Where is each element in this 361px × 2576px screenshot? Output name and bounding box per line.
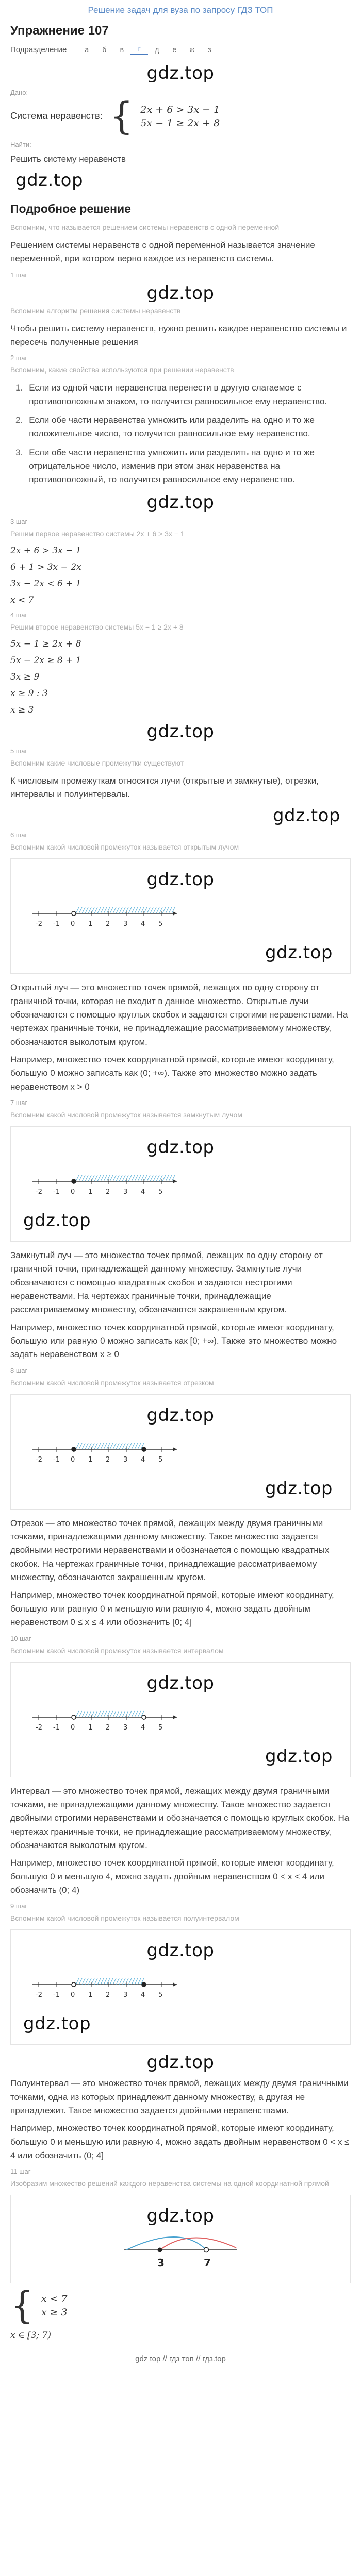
step-text: Замкнутый луч — это множество точек прямой, лежащих по одну сторону от граничной точки, принадлежащей данному множеству. Замкнутые лучи обозначаются с помощью квадратных скобок и задаются нестрогими неравенствами. На чертежах граничные точки, принадлежащие рассматриваемому множеству, обозначаются закрашенным кругом. — [10, 1250, 323, 1315]
tick-label: 3 — [123, 1723, 128, 1732]
hatch-mark — [76, 1711, 79, 1717]
hatch-mark — [141, 907, 144, 913]
point-open — [72, 911, 76, 916]
hatch-mark — [82, 1175, 85, 1181]
tick-label: 5 — [158, 1188, 163, 1196]
point-filled — [72, 1447, 76, 1451]
number-line-interval — [28, 1697, 183, 1743]
step-text: Отрезок — это множество точек прямой, лежащих между двумя граничными точками, принадлежащими данному множеству. Такое множество задается двойными нестрогими неравенствами и обозначается с помощью квадратных скобок. На чертежах граничные точки, принадлежащие рассматриваемому множеству, обозначаются закрашенным кругом. — [10, 1518, 330, 1583]
system-row: x ≥ 3 — [41, 2307, 68, 2318]
breadcrumb-item-e[interactable]: е — [172, 45, 177, 54]
breadcrumb-item-b[interactable]: б — [102, 45, 107, 54]
hatch-mark — [97, 907, 101, 913]
hatch-mark — [122, 907, 125, 913]
hatch-mark — [138, 1978, 141, 1985]
hatch-mark — [138, 1711, 141, 1717]
tick-label: 3 — [123, 1188, 128, 1196]
hatch-mark — [113, 1711, 116, 1717]
math-line: x ≥ 9 : 3 — [10, 688, 48, 699]
step-tag: 4 шаг — [10, 611, 28, 619]
step-text: Например, множество точек координатной прямой, которые имеют координату, большую или равную 0 можно записать как [0; +∞). Также это множество можно задать неравенством x ≥ 0 — [10, 1322, 337, 1360]
hatch-mark — [135, 1175, 138, 1181]
number-line-closed-ray — [28, 1161, 183, 1207]
tick-label: 2 — [106, 1991, 110, 1999]
hatch-mark — [125, 1175, 128, 1181]
system-row: x < 7 — [41, 2293, 68, 2305]
hatch-mark — [104, 907, 107, 913]
najti-tag: Найти: — [10, 140, 31, 148]
hatch-mark — [82, 907, 85, 913]
step-text: Например, множество точек координатной прямой, которые имеют координату, большую 0 и меньшую или равную 4, можно задать двойным неравенством 0 < x ≤ 4 или обозначить (0; 4] — [10, 2123, 350, 2160]
hatch-mark — [116, 1978, 119, 1985]
hatch-mark — [104, 1175, 107, 1181]
hatch-mark — [159, 907, 162, 913]
hatch-mark — [153, 1175, 156, 1181]
number-line-box — [10, 1662, 351, 1777]
hatch-mark — [88, 1175, 91, 1181]
step-tag: 7 шаг — [10, 1099, 28, 1107]
hatch-mark — [82, 1443, 85, 1449]
hatch-mark — [113, 907, 116, 913]
watermark: gdz.top — [146, 721, 215, 742]
step-tag: 2 шаг — [10, 354, 28, 362]
hatch-mark — [79, 1175, 82, 1181]
number-line-box — [10, 1394, 351, 1510]
hatch-mark — [138, 907, 141, 913]
tick-label: 5 — [158, 1991, 163, 1999]
hatch-mark — [128, 1443, 132, 1449]
point-open — [142, 1715, 146, 1719]
hatch-mark — [91, 907, 94, 913]
hatch-mark — [113, 1978, 116, 1985]
hatch-mark — [94, 907, 97, 913]
watermark: gdz.top — [15, 170, 84, 191]
hatch-mark — [110, 1978, 113, 1985]
watermark: gdz.top — [146, 869, 215, 890]
hatch-mark — [150, 1175, 153, 1181]
label-7: 7 — [204, 2257, 211, 2269]
step-hint: Изобразим множество решений каждого неравенства системы на одной координатной прямой — [10, 2179, 329, 2188]
number-line-box — [10, 1126, 351, 1242]
hatch-mark — [138, 1175, 141, 1181]
brace-icon: { — [109, 94, 134, 138]
watermark: gdz.top — [146, 1404, 215, 1426]
hatch-mark — [94, 1175, 97, 1181]
hatch-mark — [88, 1711, 91, 1717]
system-label: Система неравенств: — [10, 111, 103, 122]
watermark: gdz.top — [146, 1672, 215, 1693]
hatch-mark — [104, 1711, 107, 1717]
step-text: Полуинтервал — это множество точек прямой, лежащих между двумя граничными точками, одна из которых принадлежит данному множеству, а другая не принадлежит. Такое множество задается двойными неравенствами. — [10, 2078, 349, 2115]
watermark: gdz.top — [146, 63, 215, 83]
page-title: Упражнение 107 — [10, 24, 109, 38]
watermark: gdz.top — [146, 1137, 215, 1158]
hatch-mark — [88, 1978, 91, 1985]
breadcrumb-item-a[interactable]: а — [85, 45, 89, 54]
watermark: gdz.top — [272, 805, 340, 826]
math-line: x ≥ 3 — [10, 705, 34, 716]
watermark: gdz.top — [23, 2013, 91, 2035]
step-hint: Вспомним, что называется решением системы неравенств с одной переменной — [10, 223, 280, 231]
step-hint: Решим первое неравенство системы 2x + 6 > 3x − 1 — [10, 529, 185, 538]
hatch-mark — [94, 1711, 97, 1717]
step-tag: 3 шаг — [10, 517, 28, 526]
tick-label: -1 — [53, 1991, 60, 1999]
footer: gdz top // гдз топ // гдз.top — [135, 2354, 226, 2363]
step-hint: Вспомним какой числовой промежуток называется открытым лучом — [10, 843, 239, 852]
hatch-mark — [79, 1443, 82, 1449]
tick-label: 2 — [106, 1188, 110, 1196]
hatch-mark — [82, 1711, 85, 1717]
step-text: Например, множество точек координатной прямой, которые имеют координату, большую или равную 0 и меньшую или равную 4, можно задать двойным неравенством 0 ≤ x ≤ 4 или обозначить [0; 4] — [10, 1590, 334, 1628]
watermark: gdz.top — [146, 1940, 215, 1961]
axis-arrow — [173, 911, 177, 916]
hatch-mark — [135, 1978, 138, 1985]
tick-label: 1 — [88, 1455, 93, 1464]
hatch-mark — [88, 1443, 91, 1449]
point-open — [72, 1982, 76, 1987]
hatch-mark — [101, 1711, 104, 1717]
math-line: 3x − 2x < 6 + 1 — [10, 578, 81, 589]
hatch-mark — [91, 1175, 94, 1181]
step-hint: Вспомним алгоритм решения системы неравенств — [10, 306, 181, 315]
hatch-mark — [91, 1978, 94, 1985]
tick-label: 2 — [106, 1723, 110, 1732]
top-link[interactable]: Решение задач для вуза по запросу ГДЗ ТОП — [88, 5, 273, 15]
tick-label: 0 — [71, 1723, 75, 1732]
hatch-mark — [79, 907, 82, 913]
tick-label: 4 — [141, 1455, 145, 1464]
step-tag: 8 шаг — [10, 1366, 28, 1375]
hatch-mark — [125, 1711, 128, 1717]
arc-x-lt-7 — [126, 2237, 206, 2250]
step-tag: 11 шаг — [10, 2167, 31, 2176]
hatch-mark — [97, 1711, 101, 1717]
hatch-mark — [79, 1711, 82, 1717]
hatch-mark — [91, 1443, 94, 1449]
tick-label: 0 — [71, 1455, 75, 1464]
hatch-mark — [150, 907, 153, 913]
tick-label: 0 — [71, 920, 75, 928]
hatch-mark — [135, 1443, 138, 1449]
step-hint: Вспомним какой числовой промежуток называется отрезком — [10, 1378, 214, 1387]
hatch-mark — [135, 907, 138, 913]
breadcrumb-item-zh[interactable]: ж — [189, 45, 194, 54]
point-filled — [142, 1447, 146, 1451]
tick-label: -2 — [36, 1455, 42, 1464]
tick-label: 3 — [123, 1455, 128, 1464]
tick-label: 1 — [88, 1188, 93, 1196]
hatch-mark — [128, 1978, 132, 1985]
step-text: Решением системы неравенств с одной переменной называется значение переменной, при котором верно каждое из неравенств системы. — [10, 240, 315, 264]
tick-label: 3 — [123, 1991, 128, 1999]
hatch-mark — [97, 1978, 101, 1985]
step-hint: Вспомним какой числовой промежуток называется замкнутым лучом — [10, 1111, 242, 1119]
number-line-box — [10, 1929, 351, 2045]
hatch-mark — [122, 1711, 125, 1717]
hatch-mark — [156, 907, 159, 913]
step-hint: Вспомним какие числовые промежутки существуют — [10, 758, 184, 767]
hatch-mark — [119, 1175, 122, 1181]
hatch-mark — [116, 1443, 119, 1449]
hatch-mark — [107, 1175, 110, 1181]
point-7-open — [204, 2248, 209, 2252]
step-text: Чтобы решить систему неравенств, нужно решить каждое неравенство системы и пересечь полученные решения — [10, 323, 347, 347]
tick-label: -1 — [53, 1455, 60, 1464]
answer-system — [10, 2283, 351, 2327]
hatch-mark — [156, 1175, 159, 1181]
breadcrumb-item-v[interactable]: в — [120, 45, 124, 54]
tick-label: 1 — [88, 920, 93, 928]
hatch-mark — [107, 1443, 110, 1449]
breadcrumb — [10, 44, 351, 55]
hatch-mark — [169, 907, 172, 913]
tick-label: -1 — [53, 920, 60, 928]
step-text: Например, множество точек координатной прямой, которые имеют координату, большую 0 и меньшую 4, можно задать двойным неравенством 0 < x < 4 или обозначить (0; 4) — [10, 1858, 334, 1895]
point-3-filled — [158, 2248, 162, 2252]
given-system — [10, 94, 351, 138]
hatch-mark — [79, 1978, 82, 1985]
hatch-mark — [132, 1175, 135, 1181]
hatch-mark — [110, 1443, 113, 1449]
tick-label: -1 — [53, 1723, 60, 1732]
number-line-solution — [119, 2229, 242, 2276]
hatch-mark — [125, 1978, 128, 1985]
hatch-mark — [104, 1978, 107, 1985]
hatch-mark — [82, 1978, 85, 1985]
hatch-mark — [132, 1443, 135, 1449]
watermark: gdz.top — [146, 2206, 215, 2227]
top-bar — [10, 0, 351, 19]
step-text: Например, множество точек координатной прямой, которые имеют координату, большую 0 можно записать как (0; +∞). Также это множество можно задать неравенством x > 0 — [10, 1054, 334, 1092]
hatch-mark — [122, 1443, 125, 1449]
point-open — [72, 1715, 76, 1719]
step-tag: 1 шаг — [10, 270, 28, 279]
hatch-mark — [116, 1711, 119, 1717]
hatch-mark — [119, 1443, 122, 1449]
hatch-mark — [122, 1978, 125, 1985]
number-line-box — [10, 858, 351, 974]
axis-arrow — [173, 1982, 177, 1987]
hatch-mark — [169, 1175, 172, 1181]
number-line-open-ray — [28, 893, 183, 939]
step-hint: Вспомним какой числовой промежуток называется полуинтервалом — [10, 1914, 239, 1923]
hatch-mark — [97, 1175, 101, 1181]
hatch-mark — [132, 1978, 135, 1985]
hatch-mark — [101, 1443, 104, 1449]
hatch-mark — [119, 1711, 122, 1717]
list-item: 2. Если обе части неравенства умножить или разделить на одно и то же положительное число, то получится равносильное ему неравенство. — [15, 415, 315, 439]
step-hint: Решим второе неравенство системы 5x − 1 ≥ 2x + 8 — [10, 623, 184, 632]
solution-heading: Подробное решение — [10, 201, 131, 215]
hatch-mark — [128, 1175, 132, 1181]
final-answer: x ∈ [3; 7) — [10, 2330, 52, 2341]
hatch-mark — [85, 1711, 88, 1717]
tick-label: -2 — [36, 1991, 42, 1999]
watermark: gdz.top — [146, 492, 215, 513]
hatch-mark — [76, 907, 79, 913]
hatch-mark — [159, 1175, 162, 1181]
step-text: К числовым промежуткам относятся лучи (открытые и замкнутые), отрезки, интервалы и полуинтервалы. — [10, 775, 319, 799]
step-text: Интервал — это множество точек прямой, лежащих между двумя граничными точками, не принадлежащими данному множеству. Такое множество задается двойными строгими неравенствами и обозначается с помощью круглых скобок. На чертежах граничные точки, не принадлежащие рассматриваемому множеству, обозначаются выколотым кругом. — [10, 1786, 350, 1850]
hatch-mark — [144, 907, 147, 913]
point-filled — [142, 1982, 146, 1987]
system-row: 5x − 1 ≥ 2x + 8 — [140, 117, 220, 129]
page — [10, 0, 351, 2363]
tick-label: 4 — [141, 920, 145, 928]
label-3: 3 — [157, 2257, 165, 2269]
tick-label: 5 — [158, 1455, 163, 1464]
hatch-mark — [76, 1443, 79, 1449]
breadcrumb-item-d[interactable]: д — [155, 45, 159, 54]
hatch-mark — [110, 1175, 113, 1181]
hatch-mark — [153, 907, 156, 913]
tick-label: 5 — [158, 920, 163, 928]
dano-tag: Дано: — [10, 89, 28, 96]
hatch-mark — [138, 1443, 141, 1449]
breadcrumb-item-g[interactable]: г — [130, 44, 148, 55]
tick-label: 4 — [141, 1991, 145, 1999]
number-line-box — [10, 2195, 351, 2283]
hatch-mark — [116, 907, 119, 913]
breadcrumb-item-z[interactable]: з — [208, 45, 211, 54]
step-hint: Вспомним какой числовой промежуток называется интервалом — [10, 1646, 224, 1655]
math-line: 5x − 1 ≥ 2x + 8 — [10, 639, 81, 650]
list-item: 1. Если из одной части неравенства перенести в другую слагаемое с противоположным знаком, то получится равносильное ему неравенство. — [15, 383, 327, 406]
hatch-mark — [76, 1175, 79, 1181]
breadcrumb-label: Подразделение — [10, 45, 67, 54]
hatch-mark — [116, 1175, 119, 1181]
hatch-mark — [162, 1175, 166, 1181]
tick-label: -2 — [36, 920, 42, 928]
hatch-mark — [94, 1443, 97, 1449]
hatch-mark — [97, 1443, 101, 1449]
axis-arrow — [173, 1447, 177, 1451]
najti-text: Решить систему неравенств — [10, 154, 126, 164]
number-line-segment — [28, 1429, 183, 1475]
hatch-mark — [125, 1443, 128, 1449]
watermark: gdz.top — [265, 1478, 333, 1499]
hatch-mark — [128, 907, 132, 913]
tick-label: 2 — [106, 1455, 110, 1464]
tick-label: 4 — [141, 1188, 145, 1196]
number-line-half-interval — [28, 1964, 183, 2010]
hatch-mark — [119, 907, 122, 913]
tick-label: 0 — [71, 1991, 75, 1999]
step-text: Открытый луч — это множество точек прямой, лежащих по одну сторону от граничной точки, которая не входит в данное множество. Открытые лучи обозначаются с помощью круглых скобок и задаются строгими неравенствами. На чертежах граничные точки, не принадлежащие рассматриваемому множеству, обозначаются выколотым кругом. — [10, 982, 348, 1047]
tick-label: -1 — [53, 1188, 60, 1196]
hatch-mark — [85, 907, 88, 913]
hatch-mark — [101, 1978, 104, 1985]
tick-label: 1 — [88, 1991, 93, 1999]
hatch-mark — [132, 907, 135, 913]
hatch-mark — [162, 907, 166, 913]
math-line: x < 7 — [10, 595, 34, 605]
hatch-mark — [122, 1175, 125, 1181]
step-tag: 6 шаг — [10, 831, 28, 839]
math-line: 3x ≥ 9 — [10, 672, 40, 683]
hatch-mark — [104, 1443, 107, 1449]
hatch-mark — [141, 1175, 144, 1181]
hatch-mark — [107, 1711, 110, 1717]
math-line: 6 + 1 > 3x − 2x — [10, 562, 81, 572]
tick-label: 5 — [158, 1723, 163, 1732]
hatch-mark — [125, 907, 128, 913]
hatch-mark — [147, 907, 150, 913]
hatch-mark — [166, 1175, 169, 1181]
tick-label: 4 — [141, 1723, 145, 1732]
hatch-mark — [101, 1175, 104, 1181]
tick-label: 2 — [106, 920, 110, 928]
watermark: gdz.top — [265, 942, 333, 963]
hatch-mark — [85, 1443, 88, 1449]
watermark: gdz.top — [146, 2052, 215, 2073]
step-tag: 5 шаг — [10, 747, 28, 755]
hatch-mark — [113, 1443, 116, 1449]
hatch-mark — [132, 1711, 135, 1717]
hatch-mark — [91, 1711, 94, 1717]
axis-arrow — [173, 1715, 177, 1719]
hatch-mark — [107, 1978, 110, 1985]
tick-label: 3 — [123, 920, 128, 928]
list-item: 3. Если обе части неравенства умножить или разделить на одно и то же отрицательное число, изменив при этом знак неравенства на противоположный, то получится равносильное ему неравенство. — [15, 447, 315, 485]
hatch-mark — [88, 907, 91, 913]
brace-icon: { — [10, 2283, 34, 2327]
watermark: gdz.top — [265, 1745, 333, 1767]
hatch-mark — [94, 1978, 97, 1985]
tick-label: -2 — [36, 1723, 42, 1732]
tick-label: 1 — [88, 1723, 93, 1732]
hatch-mark — [85, 1978, 88, 1985]
math-line: 5x − 2x ≥ 8 + 1 — [10, 655, 81, 666]
tick-label: 0 — [71, 1188, 75, 1196]
hatch-mark — [135, 1711, 138, 1717]
hatch-mark — [85, 1175, 88, 1181]
tick-label: -2 — [36, 1188, 42, 1196]
hatch-mark — [110, 907, 113, 913]
hatch-mark — [76, 1978, 79, 1985]
hatch-mark — [110, 1711, 113, 1717]
hatch-mark — [113, 1175, 116, 1181]
watermark: gdz.top — [146, 282, 215, 303]
hatch-mark — [166, 907, 169, 913]
system-row: 2x + 6 > 3x − 1 — [140, 104, 220, 115]
hatch-mark — [144, 1175, 147, 1181]
hatch-mark — [128, 1711, 132, 1717]
math-line: 2x + 6 > 3x − 1 — [10, 545, 81, 556]
step-tag: 10 шаг — [10, 1634, 31, 1642]
hatch-mark — [101, 907, 104, 913]
axis-arrow — [173, 1179, 177, 1183]
hatch-mark — [107, 907, 110, 913]
step-tag: 9 шаг — [10, 1902, 28, 1910]
hatch-mark — [147, 1175, 150, 1181]
point-filled — [72, 1179, 76, 1183]
step-hint: Вспомним, какие свойства используются при решении неравенств — [10, 366, 234, 375]
hatch-mark — [119, 1978, 122, 1985]
watermark: gdz.top — [23, 1210, 91, 1231]
